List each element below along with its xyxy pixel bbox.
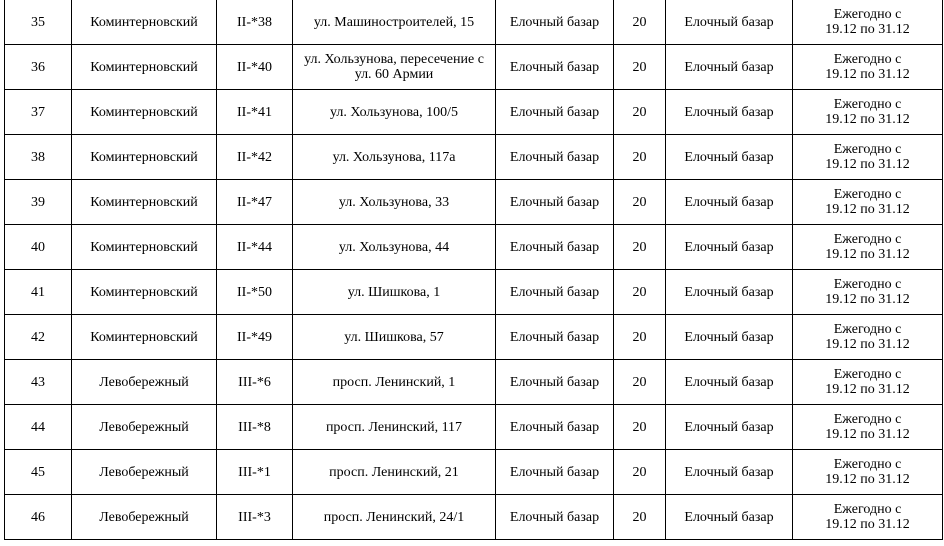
address-cell: ул. Хользунова, 33	[293, 180, 496, 225]
period-line-2: 19.12 по 31.12	[825, 382, 910, 397]
district-cell: Коминтерновский	[72, 0, 217, 45]
row-number-cell: 41	[5, 270, 72, 315]
quantity-cell: 20	[614, 0, 666, 45]
specialization-cell: Елочный базар	[666, 405, 793, 450]
address-cell: ул. Шишкова, 1	[293, 270, 496, 315]
period-line-2: 19.12 по 31.12	[825, 67, 910, 82]
specialization-cell: Елочный базар	[666, 315, 793, 360]
scheme-code-cell: II-*42	[217, 135, 293, 180]
row-number-cell: 42	[5, 315, 72, 360]
scheme-code-cell: II-*47	[217, 180, 293, 225]
specialization-cell: Елочный базар	[666, 180, 793, 225]
specialization-cell: Елочный базар	[666, 450, 793, 495]
period-line-1: Ежегодно с	[833, 322, 902, 337]
scheme-code-cell: II-*44	[217, 225, 293, 270]
table-row	[5, 405, 943, 450]
row-number-cell: 36	[5, 45, 72, 90]
district-cell: Коминтерновский	[72, 135, 217, 180]
scheme-code-cell: II-*49	[217, 315, 293, 360]
address-cell: просп. Ленинский, 117	[293, 405, 496, 450]
period-cell	[793, 135, 943, 180]
object-type-cell: Елочный базар	[496, 90, 614, 135]
period-line-2: 19.12 по 31.12	[825, 427, 910, 442]
quantity-cell: 20	[614, 360, 666, 405]
table-row	[5, 180, 943, 225]
row-number-cell: 35	[5, 0, 72, 45]
period-cell	[793, 360, 943, 405]
address-cell: просп. Ленинский, 24/1	[293, 495, 496, 540]
period-line-2: 19.12 по 31.12	[825, 517, 910, 532]
object-type-cell: Елочный базар	[496, 495, 614, 540]
table-row	[5, 225, 943, 270]
period-line-2: 19.12 по 31.12	[825, 112, 910, 127]
period-cell	[793, 270, 943, 315]
object-type-cell: Елочный базар	[496, 45, 614, 90]
object-type-cell: Елочный базар	[496, 135, 614, 180]
district-cell: Левобережный	[72, 405, 217, 450]
scheme-code-cell: III-*6	[217, 360, 293, 405]
period-cell	[793, 180, 943, 225]
district-cell: Коминтерновский	[72, 180, 217, 225]
period-line-1: Ежегодно с	[833, 187, 902, 202]
row-number-cell: 37	[5, 90, 72, 135]
period-line-1: Ежегодно с	[833, 412, 902, 427]
quantity-cell: 20	[614, 450, 666, 495]
period-line-2: 19.12 по 31.12	[825, 247, 910, 262]
period-cell	[793, 450, 943, 495]
object-type-cell: Елочный базар	[496, 450, 614, 495]
specialization-cell: Елочный базар	[666, 90, 793, 135]
period-line-1: Ежегодно с	[833, 367, 902, 382]
address-cell: ул. Хользунова, 117а	[293, 135, 496, 180]
period-line-2: 19.12 по 31.12	[825, 292, 910, 307]
period-line-1: Ежегодно с	[833, 142, 902, 157]
district-cell: Коминтерновский	[72, 315, 217, 360]
table-row	[5, 270, 943, 315]
period-line-2: 19.12 по 31.12	[825, 157, 910, 172]
scheme-code-cell: II-*38	[217, 0, 293, 45]
district-cell: Коминтерновский	[72, 225, 217, 270]
scheme-code-cell: II-*40	[217, 45, 293, 90]
quantity-cell: 20	[614, 90, 666, 135]
address-cell: ул. Шишкова, 57	[293, 315, 496, 360]
row-number-cell: 44	[5, 405, 72, 450]
object-type-cell: Елочный базар	[496, 0, 614, 45]
specialization-cell: Елочный базар	[666, 270, 793, 315]
period-line-1: Ежегодно с	[833, 97, 902, 112]
table-row	[5, 0, 943, 45]
district-cell: Левобережный	[72, 360, 217, 405]
specialization-cell: Елочный базар	[666, 45, 793, 90]
period-line-1: Ежегодно с	[833, 457, 902, 472]
object-type-cell: Елочный базар	[496, 225, 614, 270]
district-cell: Коминтерновский	[72, 270, 217, 315]
table-row	[5, 90, 943, 135]
period-cell	[793, 0, 943, 45]
specialization-cell: Елочный базар	[666, 0, 793, 45]
quantity-cell: 20	[614, 495, 666, 540]
specialization-cell: Елочный базар	[666, 135, 793, 180]
quantity-cell: 20	[614, 270, 666, 315]
quantity-cell: 20	[614, 135, 666, 180]
table-row	[5, 135, 943, 180]
period-cell	[793, 45, 943, 90]
period-line-2: 19.12 по 31.12	[825, 337, 910, 352]
object-type-cell: Елочный базар	[496, 180, 614, 225]
address-cell: просп. Ленинский, 21	[293, 450, 496, 495]
period-cell	[793, 225, 943, 270]
row-number-cell: 46	[5, 495, 72, 540]
table-row	[5, 450, 943, 495]
period-cell	[793, 90, 943, 135]
period-cell	[793, 495, 943, 540]
scheme-code-cell: II-*50	[217, 270, 293, 315]
specialization-cell: Елочный базар	[666, 360, 793, 405]
row-number-cell: 38	[5, 135, 72, 180]
specialization-cell: Елочный базар	[666, 225, 793, 270]
scheme-code-cell: II-*41	[217, 90, 293, 135]
row-number-cell: 43	[5, 360, 72, 405]
row-number-cell: 45	[5, 450, 72, 495]
table-row	[5, 360, 943, 405]
object-type-cell: Елочный базар	[496, 270, 614, 315]
scheme-code-cell: III-*1	[217, 450, 293, 495]
period-line-1: Ежегодно с	[833, 7, 902, 22]
quantity-cell: 20	[614, 225, 666, 270]
period-line-1: Ежегодно с	[833, 52, 902, 67]
period-line-2: 19.12 по 31.12	[825, 472, 910, 487]
period-line-2: 19.12 по 31.12	[825, 202, 910, 217]
period-cell	[793, 405, 943, 450]
address-cell: ул. Хользунова, 44	[293, 225, 496, 270]
object-type-cell: Елочный базар	[496, 405, 614, 450]
scheme-code-cell: III-*3	[217, 495, 293, 540]
address-cell: ул. Хользунова, пересечение с ул. 60 Армии	[293, 45, 496, 90]
quantity-cell: 20	[614, 315, 666, 360]
row-number-cell: 39	[5, 180, 72, 225]
address-cell: просп. Ленинский, 1	[293, 360, 496, 405]
table-body	[5, 0, 943, 540]
object-type-cell: Елочный базар	[496, 315, 614, 360]
district-cell: Коминтерновский	[72, 90, 217, 135]
placement-table	[4, 0, 943, 540]
row-number-cell: 40	[5, 225, 72, 270]
table-row	[5, 495, 943, 540]
district-cell: Левобережный	[72, 450, 217, 495]
specialization-cell: Елочный базар	[666, 495, 793, 540]
object-type-cell: Елочный базар	[496, 360, 614, 405]
period-line-1: Ежегодно с	[833, 502, 902, 517]
address-cell: ул. Машиностроителей, 15	[293, 0, 496, 45]
address-cell: ул. Хользунова, 100/5	[293, 90, 496, 135]
table-row	[5, 315, 943, 360]
quantity-cell: 20	[614, 45, 666, 90]
district-cell: Левобережный	[72, 495, 217, 540]
district-cell: Коминтерновский	[72, 45, 217, 90]
table-row	[5, 45, 943, 90]
period-line-1: Ежегодно с	[833, 232, 902, 247]
period-line-2: 19.12 по 31.12	[825, 22, 910, 37]
scheme-code-cell: III-*8	[217, 405, 293, 450]
period-line-1: Ежегодно с	[833, 277, 902, 292]
quantity-cell: 20	[614, 180, 666, 225]
period-cell	[793, 315, 943, 360]
quantity-cell: 20	[614, 405, 666, 450]
